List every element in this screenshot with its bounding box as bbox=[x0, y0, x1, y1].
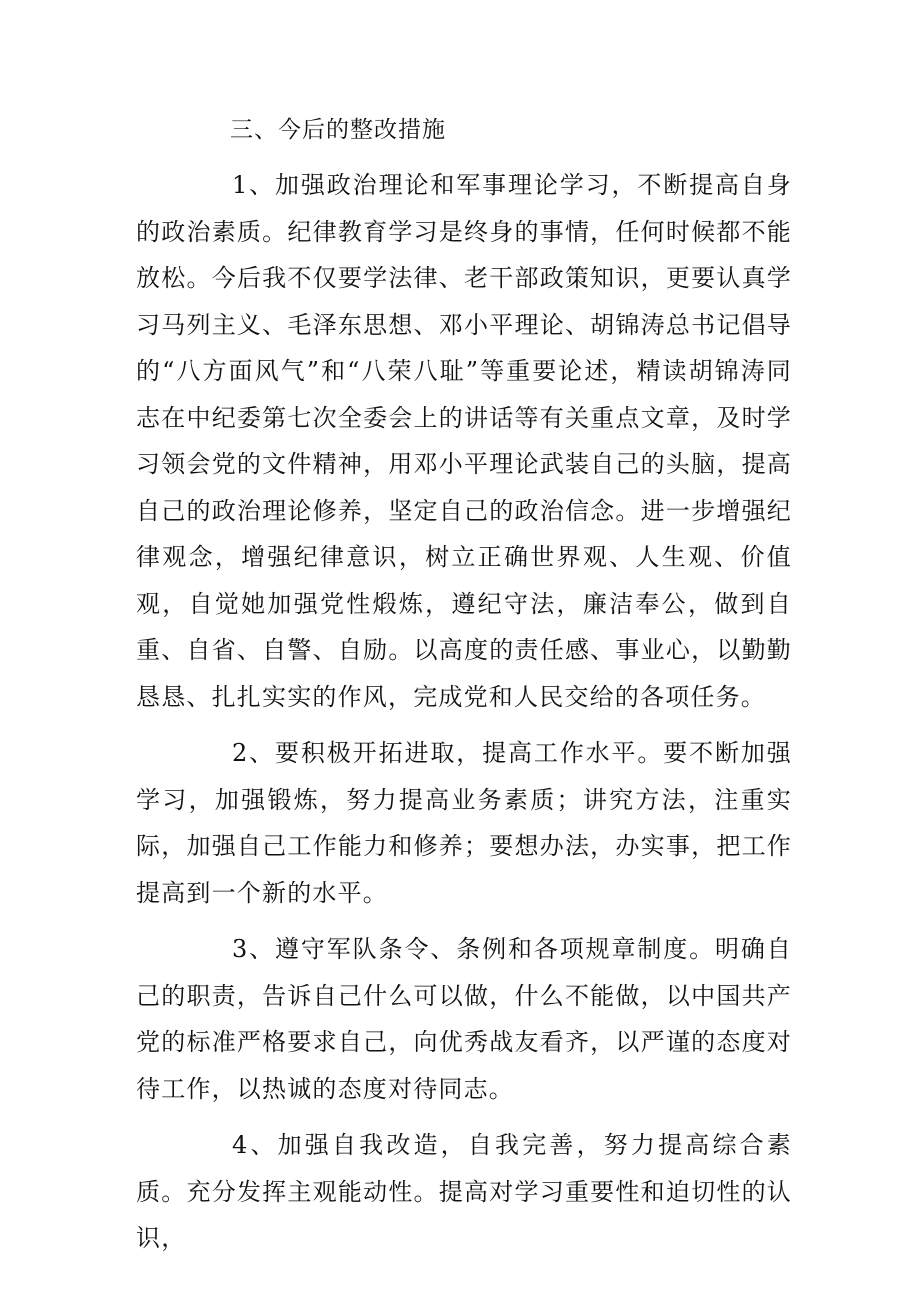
document-body bbox=[136, 112, 792, 1262]
paragraph-1: 1、加强政治理论和军事理论学习，不断提高自身的政治素质。纪律教育学习是终身的事情，任何时候都不能放松。今后我不仅要学法律、老干部政策知识，更要认真学习马列主义、毛泽东思想、邓小平理论、胡锦涛总书记倡导的“八方面风气”和“八荣八耻”等重要论述，精读胡锦涛同志在中纪委第七次全委会上的讲话等有关重点文章，及时学习领会党的文件精神，用邓小平理论武装自己的头脑，提高自己的政治理论修养，坚定自己的政治信念。进一步增强纪律观念，增强纪律意识，树立正确世界观、人生观、价值观，自觉她加强党性煅炼，遵纪守法，廉洁奉公，做到自重、自省、自警、自励。以高度的责任感、事业心，以勤勤恳恳、扎扎实实的作风，完成党和人民交给的各项任务。 bbox=[136, 171, 792, 711]
paragraph-4: 4、加强自我改造，自我完善，努力提高综合素质。充分发挥主观能动性。提高对学习重要性和迫切性的认识， bbox=[136, 1131, 792, 1252]
paragraph-2: 2、要积极开拓进取，提高工作水平。要不断加强学习，加强锻炼，努力提高业务素质；讲究方法，注重实际，加强自己工作能力和修养；要想办法，办实事，把工作提高到一个新的水平。 bbox=[136, 739, 792, 907]
paragraph-3: 3、遵守军队条令、条例和各项规章制度。明确自己的职责，告诉自己什么可以做，什么不能做，以中国共产党的标准严格要求自己，向优秀战友看齐，以严谨的态度对待工作，以热诚的态度对待同志。 bbox=[136, 935, 792, 1103]
section-heading: 三、今后的整改措施 bbox=[230, 117, 446, 143]
